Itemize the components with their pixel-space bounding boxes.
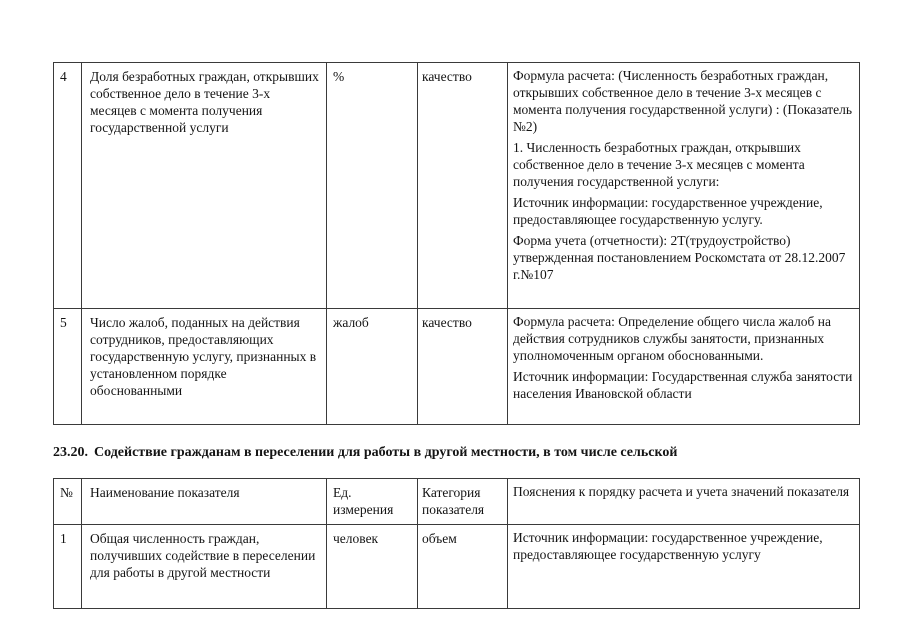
explanation-paragraph: Форма учета (отчетности): 2Т(трудоустройство) утвержденная постановлением Роскомстата от 28.12.2007 г.№107 xyxy=(513,233,846,282)
indicators-table xyxy=(53,478,860,609)
section-heading xyxy=(53,445,683,461)
header-name: Наименование показателя xyxy=(82,479,327,525)
indicator-category: качество xyxy=(418,63,508,309)
calculation-explanation xyxy=(508,63,860,309)
section-number: 23.20. xyxy=(53,445,88,460)
indicator-name: Доля безработных граждан, открывших собственное дело в течение 3-х месяцев с момента получения государственной услуги xyxy=(82,63,327,309)
header-number: № xyxy=(54,479,82,525)
explanation-paragraph: Формула расчета: (Численность безработных граждан, открывших собственное дело в течение 3-х месяцев с момента получения государственной услуги) : (Показатель №2) xyxy=(513,68,853,134)
header-category: Категория показателя xyxy=(418,479,508,525)
unit-of-measure: жалоб xyxy=(327,309,418,425)
unit-of-measure: человек xyxy=(327,525,418,609)
table-row xyxy=(54,525,860,609)
row-number: 4 xyxy=(54,63,82,309)
table-row xyxy=(54,63,860,309)
indicators-table-continued xyxy=(53,62,860,425)
calculation-explanation: Источник информации: государственное учреждение, предоставляющее государственную услугу xyxy=(508,525,860,609)
indicator-category: качество xyxy=(418,309,508,425)
indicator-category: объем xyxy=(418,525,508,609)
calculation-explanation xyxy=(508,309,860,425)
row-number: 1 xyxy=(54,525,82,609)
row-number: 5 xyxy=(54,309,82,425)
header-unit: Ед. измерения xyxy=(327,479,418,525)
indicator-name: Общая численность граждан, получивших содействие в переселении для работы в другой местности xyxy=(82,525,327,609)
explanation-paragraph: Источник информации: Государственная служба занятости населения Ивановской области xyxy=(513,369,853,401)
explanation-paragraph: Источник информации: государственное учреждение, предоставляющее государственную услугу. xyxy=(513,195,823,227)
indicator-name: Число жалоб, поданных на действия сотрудников, предоставляющих государственную услугу, признанных в установленном порядке обоснованными xyxy=(82,309,327,425)
explanation-paragraph: 1. Численность безработных граждан, открывших собственное дело в течение 3-х месяцев с момента получения государственной услуги: xyxy=(513,140,805,189)
unit-of-measure: % xyxy=(327,63,418,309)
table-header-row xyxy=(54,479,860,525)
section-title: Содействие гражданам в переселении для работы в другой местности, в том числе сельской xyxy=(94,445,678,460)
table-row xyxy=(54,309,860,425)
explanation-paragraph: Формула расчета: Определение общего числа жалоб на действия сотрудников службы занятости, признанных уполномоченным органом обоснованными. xyxy=(513,314,831,363)
header-explanation: Пояснения к порядку расчета и учета значений показателя xyxy=(508,479,860,525)
